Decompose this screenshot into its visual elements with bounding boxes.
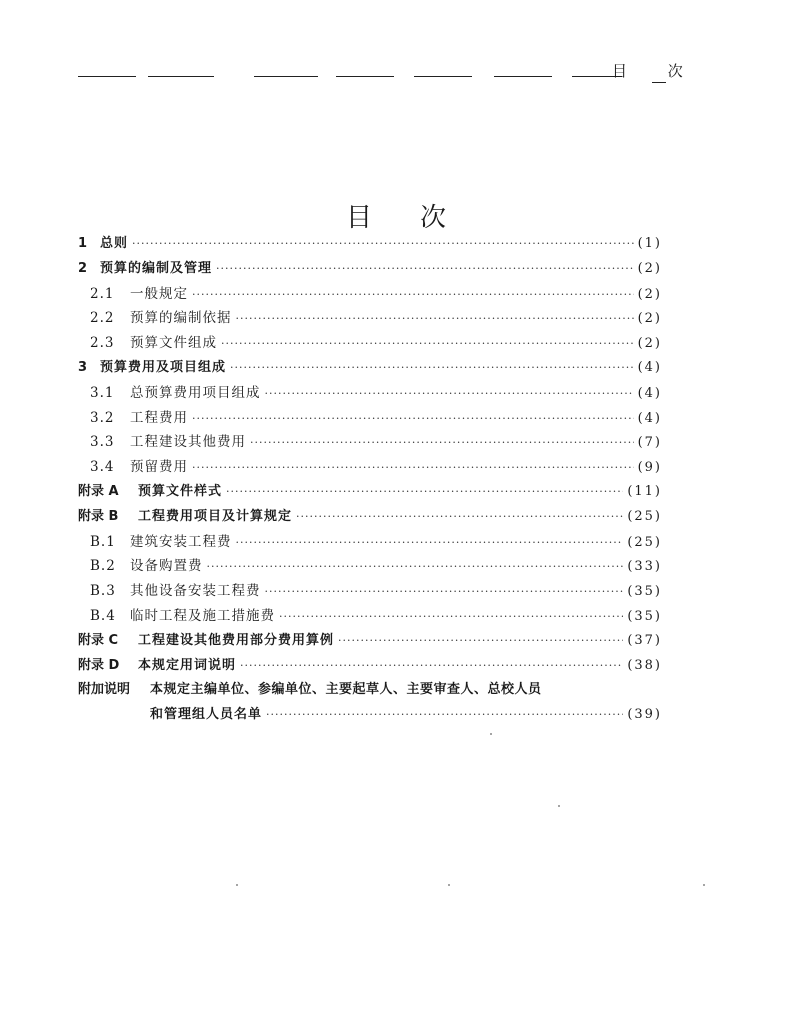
toc-entry-2[interactable] [78,257,662,282]
toc-page: (35) [627,608,662,624]
toc-title: 建筑安装工程费 [130,533,232,550]
toc-number: B.3 [90,583,116,600]
toc-leader [265,585,624,598]
toc-entry-additional-note[interactable] [78,678,662,703]
toc-number: 1 [78,236,88,251]
toc-title: 总预算费用项目组成 [130,384,261,401]
toc-leader [192,412,634,425]
toc-title: 设备购置费 [130,558,203,575]
toc-number: 2.1 [90,285,115,302]
toc-entry-3[interactable] [78,356,662,381]
toc-leader [216,262,634,275]
toc-page: (4) [637,410,662,426]
header-rule-segment [414,76,472,78]
toc-title: 预算文件样式 [138,483,223,499]
toc-page: (11) [627,483,662,499]
toc-entry-3-2[interactable] [78,406,662,431]
toc-number: 2.2 [90,310,115,327]
toc-title: 预算的编制及管理 [100,260,213,276]
toc-page: (2) [637,286,662,302]
toc-page: (25) [627,534,662,550]
toc-entry-2-3[interactable] [78,331,662,356]
toc-title: 一般规定 [130,285,188,302]
toc-entry-additional-note-continued[interactable] [78,703,662,728]
toc-number: 附录 D [78,657,120,673]
table-of-contents [78,232,662,728]
toc-number: B.1 [90,533,116,550]
toc-page: (2) [637,336,662,352]
toc-page: (2) [637,311,662,327]
toc-title-continued: 和管理组人员名单 [150,707,263,723]
header-rule-segment [254,76,318,78]
toc-entry-1[interactable] [78,232,662,257]
toc-page: (25) [627,508,662,524]
toc-leader [296,510,623,523]
toc-leader [132,237,634,250]
toc-entry-2-2[interactable] [78,306,662,331]
toc-entry-3-4[interactable] [78,455,662,480]
toc-number: 附录 B [78,508,119,524]
toc-title: 工程费用 [130,409,188,426]
scan-speck [490,733,492,735]
toc-title: 总则 [100,236,129,251]
toc-title: 预算费用及项目组成 [100,359,227,375]
page-title: 目次 [345,203,494,234]
toc-leader [236,312,634,325]
toc-title: 预算的编制依据 [130,310,232,327]
toc-title: 其他设备安装工程费 [130,583,261,600]
toc-entry-b-4[interactable] [78,604,662,629]
header-rule-segment [148,76,214,78]
toc-title: 本规定主编单位、参编单位、主要起草人、主要审查人、总校人员 [150,682,542,698]
toc-leader [266,708,623,721]
toc-number: 3 [78,359,88,375]
toc-title: 预算文件组成 [130,335,217,352]
toc-number: 2 [78,260,88,276]
toc-entry-appendix-a[interactable] [78,480,662,505]
header-rule [78,76,618,78]
toc-page: (35) [627,584,662,600]
header-rule-segment [336,76,394,78]
toc-entry-appendix-d[interactable] [78,654,662,679]
toc-entry-3-1[interactable] [78,381,662,406]
scan-speck [703,884,705,886]
toc-leader [338,634,623,647]
toc-leader [192,461,634,474]
toc-leader [240,659,623,672]
toc-entry-appendix-b[interactable] [78,505,662,530]
running-header: 目 次 [612,62,701,80]
header-rule-segment [494,76,552,78]
toc-title: 本规定用词说明 [138,657,237,673]
header-rule-segment [78,76,136,78]
toc-title: 临时工程及施工措施费 [130,607,275,624]
toc-entry-b-3[interactable] [78,579,662,604]
toc-page: (2) [637,260,662,276]
toc-page: (38) [627,657,662,673]
running-header-underline [652,82,666,83]
toc-title: 工程费用项目及计算规定 [138,508,293,524]
toc-number: 附录 A [78,483,119,499]
toc-number: B.4 [90,607,116,624]
toc-leader [230,361,634,374]
toc-number: 附录 C [78,632,119,648]
toc-number: 3.2 [90,409,115,426]
toc-title: 预留费用 [130,459,188,476]
toc-entry-b-1[interactable] [78,530,662,555]
toc-page: (37) [627,632,662,648]
toc-leader [265,387,634,400]
toc-title: 工程建设其他费用部分费用算例 [138,632,335,648]
toc-page: (9) [637,460,662,476]
toc-leader [207,560,624,573]
scan-speck [236,884,238,886]
toc-entry-appendix-c[interactable] [78,629,662,654]
toc-leader [221,337,634,350]
toc-page: (7) [637,435,662,451]
toc-number: B.2 [90,558,116,575]
toc-number: 3.1 [90,384,115,401]
toc-page: (4) [637,385,662,401]
toc-page: (4) [637,359,662,375]
toc-page: (33) [627,559,662,575]
toc-entry-2-1[interactable] [78,282,662,307]
toc-leader [192,288,634,301]
toc-leader [279,610,623,623]
toc-entry-b-2[interactable] [78,554,662,579]
toc-title: 工程建设其他费用 [130,434,246,451]
toc-number: 附加说明 [78,682,131,698]
toc-number: 3.3 [90,434,115,451]
scan-speck [448,884,450,886]
toc-leader [236,536,624,549]
toc-page: (39) [627,707,662,723]
toc-number: 3.4 [90,459,115,476]
toc-number: 2.3 [90,335,115,352]
toc-page: (1) [637,236,662,251]
toc-leader [226,485,623,498]
toc-entry-3-3[interactable] [78,430,662,455]
scan-speck [558,805,560,807]
toc-leader [250,436,634,449]
